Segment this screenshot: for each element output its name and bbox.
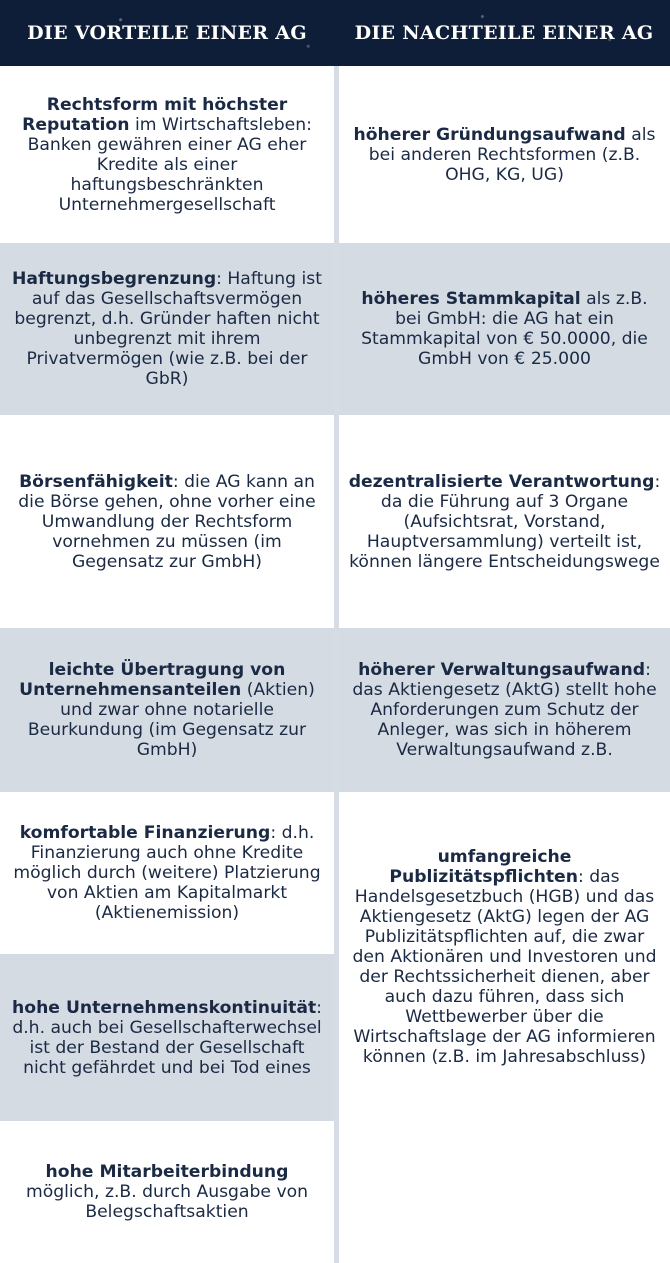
advantage-cell-reputation [0, 66, 334, 243]
disadvantage-text: : das Handelsgesetzbuch (HGB) und das Aktiengesetz (AktG) legen der AG Publizitätspflichten auf, die zwar den Aktionären und Investoren und der Rechtssicherheit dienen, aber auch dazu führen, dass sich Wettbewerber über die Wirtschaftslage der AG informieren können (z.B. im Jahresabschluss) [352, 867, 657, 1067]
advantage-title: Börsenfähigkeit [19, 471, 173, 492]
disadvantage-cell-founding-effort [339, 66, 670, 243]
advantage-title: Haftungsbegrenzung [12, 269, 217, 289]
disadvantage-title: höherer Gründungsaufwand [353, 124, 626, 145]
advantage-title: komfortable Finanzierung [19, 823, 271, 843]
disadvantage-cell-responsibility [339, 415, 670, 628]
advantages-title: DIE VORTEILE EINER AG [27, 22, 307, 44]
table-header [0, 0, 670, 66]
advantage-cell-transfer [0, 628, 334, 792]
advantage-cell-employee-loyalty [0, 1121, 334, 1263]
disadvantage-text: als z.B. bei GmbH: die AG hat ein Stammkapital von € 50.0000, die GmbH von € 25.000 [361, 289, 648, 369]
advantage-text: möglich, z.B. durch Ausgabe von Belegschaftsaktien [25, 1182, 309, 1222]
advantage-text: im Wirtschaftsleben: Banken gewähren einer AG eher Kredite als einer haftungsbeschränkten Unternehmergesellschaft [27, 114, 312, 215]
advantage-text: : Haftung ist auf das Gesellschaftsvermögen begrenzt, d.h. Gründer haften nicht unbegrenzt mit ihrem Privatvermögen (wie z.B. bei der GbR) [14, 269, 322, 389]
disadvantage-cell-administration [339, 628, 670, 792]
disadvantage-title: umfangreiche Publizitätspflichten [389, 847, 578, 887]
advantage-title: hohe Mitarbeiterbindung [45, 1162, 289, 1182]
disadvantage-text: als bei anderen Rechtsformen (z.B. OHG, KG, UG) [368, 124, 656, 185]
disadvantage-text: : das Aktiengesetz (AktG) stellt hohe Anforderungen zum Schutz der Anleger, was sich in höherem Verwaltungsaufwand z.B. [352, 660, 657, 760]
disadvantage-cell-disclosure [339, 792, 670, 1263]
disadvantage-title: dezentralisierte Verantwortung [348, 471, 655, 492]
advantage-cell-stock-market [0, 415, 334, 628]
disadvantages-title: DIE NACHTEILE EINER AG [354, 22, 654, 44]
disadvantage-title: höheres Stammkapital [361, 289, 581, 309]
advantage-text: : die AG kann an die Börse gehen, ohne vorher eine Umwandlung der Rechtsform vornehmen zu müssen (im Gegensatz zur GmbH) [18, 471, 316, 572]
disadvantage-title: höherer Verwaltungsaufwand [358, 660, 646, 680]
advantage-cell-continuity [0, 954, 334, 1121]
advantage-title: Rechtsform mit höchster Reputation [22, 94, 288, 135]
advantage-text: : d.h. Finanzierung auch ohne Kredite möglich durch (weitere) Platzierung von Aktien am Kapitalmarkt (Aktienemission) [13, 823, 321, 923]
disadvantage-cell-share-capital [339, 243, 670, 415]
disadvantage-text: : da die Führung auf 3 Organe (Aufsichtsrat, Vorstand, Hauptversammlung) verteilt ist, können längere Entscheidungswege [349, 471, 661, 572]
advantage-cell-financing [0, 792, 334, 954]
advantage-title: hohe Unternehmenskontinuität [12, 997, 317, 1018]
advantage-title: leichte Übertragung von Unternehmensanteilen [19, 660, 286, 700]
advantage-cell-liability [0, 243, 334, 415]
advantage-text: (Aktien) und zwar ohne notarielle Beurkundung (im Gegensatz zur GmbH) [27, 680, 315, 760]
advantage-text: : d.h. auch bei Gesellschafterwechsel ist der Bestand der Gesellschaft nicht gefährdet und bei Tod eines [12, 997, 322, 1078]
